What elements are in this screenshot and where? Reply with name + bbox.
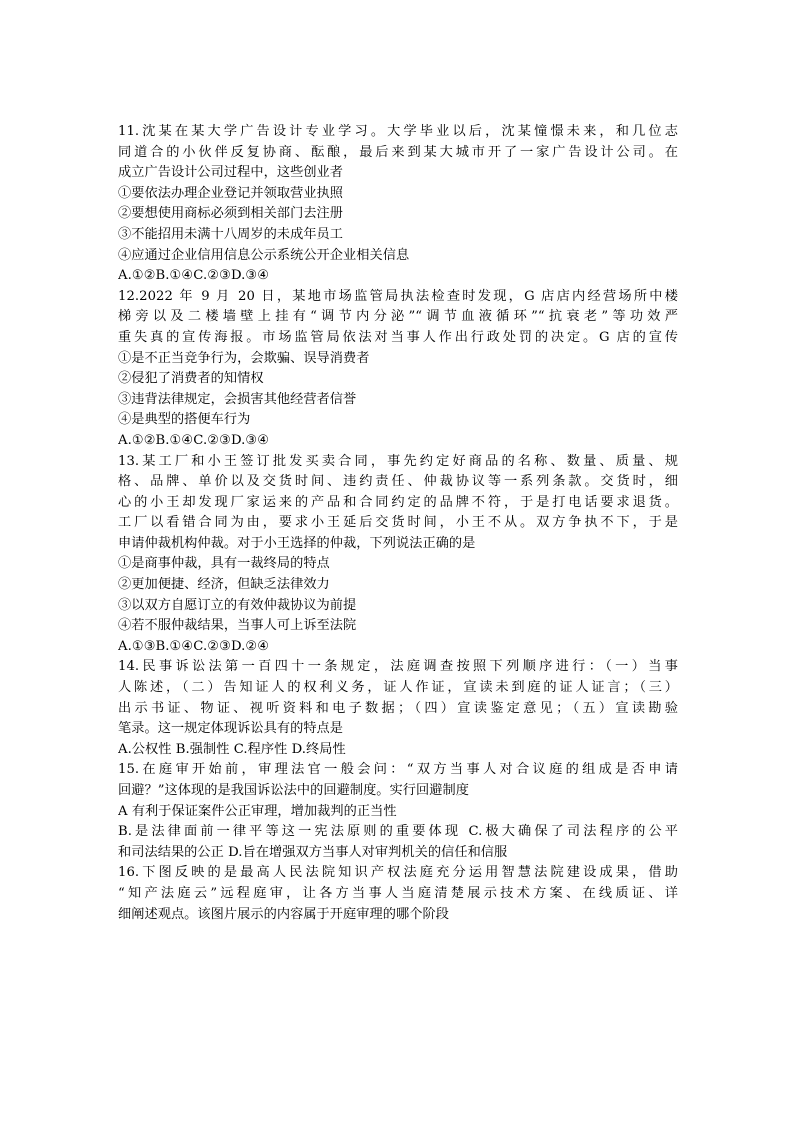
document-page (118, 122, 678, 925)
q15-option-b-c: B.是法律面前一律平等这一宪法原则的重要体现 C.极大确保了司法程序的公平 (118, 824, 678, 840)
q14-answers: A.公权性 B.强制性 C.程序性 D.终局性 (118, 741, 346, 757)
q11-option-4: ④应通过企业信用信息公示系统公开企业相关信息 (118, 247, 410, 263)
q11-stem-line-3: 成立广告设计公司过程中，这些创业者 (118, 165, 344, 181)
q12-stem-line-3: 重失真的宣传海报。市场监管局依法对当事人作出行政处罚的决定。G 店的宣传 (118, 329, 678, 345)
q13-option-4: ④若不服仲裁结果，当事人可上诉至法院 (118, 618, 357, 634)
q14-stem-line-3: 出示书证、物证、视听资料和电子数据；（四）宣读鉴定意见；（五）宣读勘验 (118, 700, 678, 716)
q15-option-c-d: 和司法结果的公正 D.旨在增强双方当事人对审判机关的信任和信服 (118, 844, 508, 860)
q11-option-3: ③不能招用未满十八周岁的未成年员工 (118, 226, 344, 242)
q13-stem-line-3: 心的小王却发现厂家运来的产品和合同约定的品牌不符，于是打电话要求退货。 (118, 494, 678, 510)
q13-stem-line-5: 申请仲裁机构仲裁。对于小王选择的仲裁，下列说法正确的是 (118, 535, 476, 551)
q11-stem-line-1: 11.沈某在某大学广告设计专业学习。大学毕业以后，沈某憧憬未来，和几位志 (118, 124, 678, 139)
q14-stem-line-1: 14.民事诉讼法第一百四十一条规定，法庭调查按照下列顺序进行：（一）当事 (118, 659, 678, 675)
q12-option-3: ③违背法律规定，会损害其他经营者信誉 (118, 391, 357, 407)
q16-stem-line-2: “知产法庭云”远程庭审，让各方当事人当庭清楚展示技术方案、在线质证、详 (118, 885, 678, 901)
q12-stem-line-1: 12.2022 年 9 月 20 日，某地市场监管局执法检查时发现，G 店店内经营场所中楼 (118, 288, 678, 304)
q13-answers: A.①③B.①④C.②③D.②④ (118, 638, 270, 654)
q13-stem-line-1: 13.某工厂和小王签订批发买卖合同，事先约定好商品的名称、数量、质量、规 (118, 453, 678, 469)
q12-option-1: ①是不正当竞争行为，会欺骗、误导消费者 (118, 350, 370, 366)
q16-stem-line-3: 细阐述观点。该图片展示的内容属于开庭审理的哪个阶段 (118, 906, 449, 922)
q12-answers: A.①②B.①④C.②③D.③④ (118, 432, 270, 448)
q11-answers: A.①②B.①④C.②③D.③④ (118, 268, 270, 284)
q11-stem-line-2: 同道合的小伙伴反复协商、酝酿，最后来到某大城市开了一家广告设计公司。在 (118, 144, 678, 160)
q13-stem-line-4: 工厂以看错合同为由，要求小王延后交货时间，小王不从。双方争执不下，于是 (118, 515, 678, 531)
q14-stem-line-2: 人陈述，（二）告知证人的权利义务，证人作证，宣读未到庭的证人证言；（三） (118, 680, 678, 696)
q12-stem-line-2: 梯旁以及二楼墙壁上挂有“调节内分泌”“调节血液循环”“抗衰老”等功效严 (118, 309, 678, 325)
q15-option-a: A 有利于保证案件公正审理，增加裁判的正当性 (118, 803, 397, 819)
q13-option-1: ①是商事仲裁，具有一裁终局的特点 (118, 556, 330, 572)
q15-stem-line-2: 回避？”这体现的是我国诉讼法中的回避制度。实行回避制度 (118, 783, 469, 798)
q16-stem-line-1: 16.下图反映的是最高人民法院知识产权法庭充分运用智慧法院建设成果，借助 (118, 865, 678, 881)
q14-stem-line-4: 笔录。这一规定体现诉讼具有的特点是 (118, 721, 344, 737)
q13-option-2: ②更加便捷、经济，但缺乏法律效力 (118, 577, 330, 593)
q15-stem-line-1: 15.在庭审开始前，审理法官一般会问：“双方当事人对合议庭的组成是否申请 (118, 762, 678, 778)
q12-option-2: ②侵犯了消费者的知情权 (118, 371, 264, 387)
q12-option-4: ④是典型的搭便车行为 (118, 412, 251, 428)
q11-option-2: ②要想使用商标必须到相关部门去注册 (118, 206, 344, 222)
q13-stem-line-2: 格、品牌、单价以及交货时间、违约责任、仲裁协议等一系列条款。交货时，细 (118, 474, 678, 490)
q11-option-1: ①要依法办理企业登记并领取营业执照 (118, 185, 344, 201)
q13-option-3: ③以双方自愿订立的有效仲裁协议为前提 (118, 597, 357, 613)
